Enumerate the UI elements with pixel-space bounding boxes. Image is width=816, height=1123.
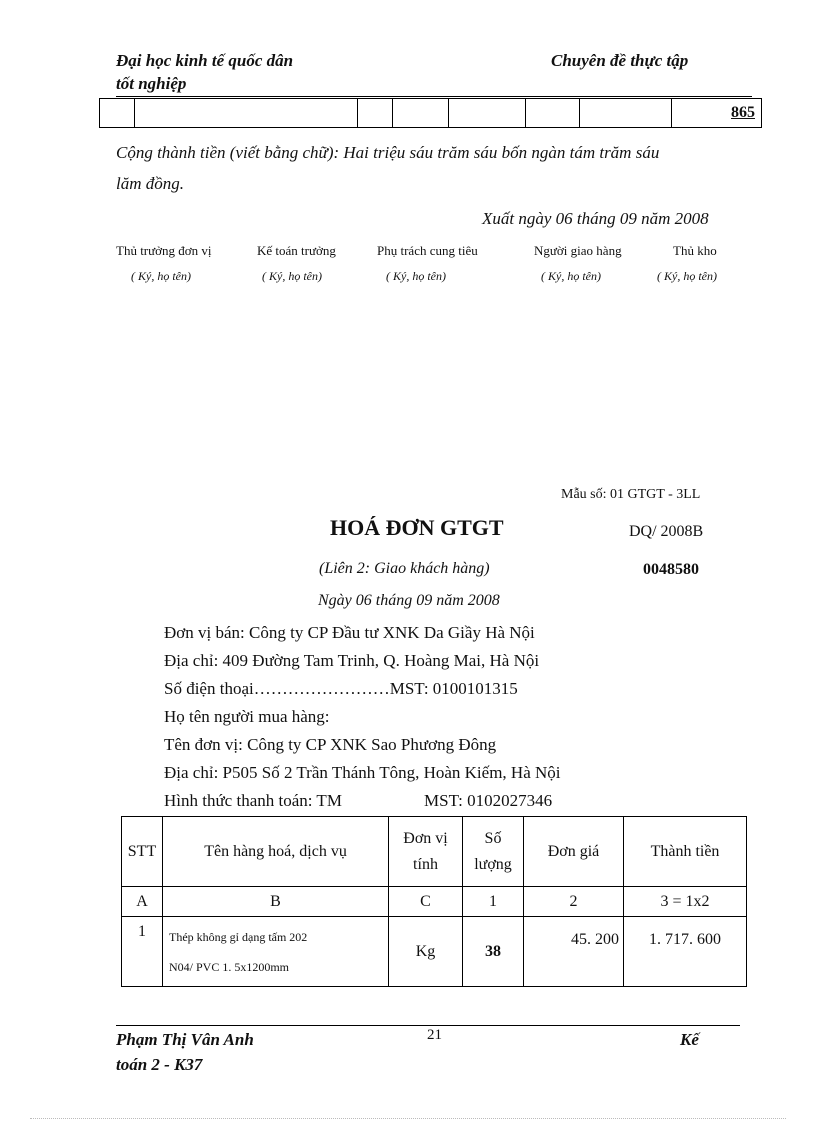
signature-title: Thủ kho	[673, 243, 717, 258]
issue-date: Xuất ngày 06 tháng 09 năm 2008	[482, 209, 709, 228]
code-cell: 2	[524, 887, 624, 917]
footer-author-cont: toán 2 - K37	[116, 1055, 203, 1074]
form-number: Mẫu số: 01 GTGT - 3LL	[561, 487, 701, 502]
code-cell: C	[389, 887, 463, 917]
footer-author: Phạm Thị Vân Anh	[116, 1030, 254, 1049]
column-header	[463, 817, 524, 887]
item-stt: 1	[122, 917, 163, 987]
footer-rule	[116, 1025, 740, 1026]
code-cell: 3 = 1x2	[624, 887, 747, 917]
table-header-row	[122, 817, 747, 887]
signature-title: Thủ trưởng đơn vị	[116, 243, 212, 258]
page-edge	[30, 1118, 786, 1119]
total-in-words: Cộng thành tiền (viết bằng chữ): Hai triệu sáu trăm sáu bốn ngàn tám trăm sáu	[116, 143, 660, 162]
column-header-line: lượng	[474, 855, 512, 873]
table-row	[122, 917, 747, 987]
item-quantity: 38	[463, 917, 524, 987]
item-amount: 1. 717. 600	[624, 917, 747, 987]
invoice-title: HOÁ ĐƠN GTGT	[330, 515, 504, 540]
column-header-line: tính	[413, 855, 438, 873]
item-price: 45. 200	[524, 917, 624, 987]
code-cell: A	[122, 887, 163, 917]
item-name-line: Thép không gỉ dạng tấm 202	[169, 929, 308, 944]
buyer-unit: Tên đơn vị: Công ty CP XNK Sao Phương Đông	[164, 735, 497, 754]
previous-table-row	[99, 98, 762, 128]
buyer-address: Địa chỉ: P505 Số 2 Trần Thánh Tông, Hoàn Kiếm, Hà Nội	[164, 763, 561, 782]
buyer-tax-code: MST: 0102027346	[424, 791, 553, 810]
column-header: Thành tiền	[624, 817, 747, 887]
seller-phone-tax: Số điện thoại……………………MST: 0100101315	[164, 679, 518, 698]
total-in-words-cont: lăm đồng.	[116, 174, 184, 193]
signature-title: Phụ trách cung tiêu	[377, 243, 478, 258]
page-number: 21	[427, 1027, 442, 1043]
signature-note: ( Ký, họ tên)	[657, 269, 717, 283]
previous-table-total: 865	[672, 99, 762, 128]
invoice-date: Ngày 06 tháng 09 năm 2008	[318, 592, 500, 609]
code-cell: B	[163, 887, 389, 917]
buyer-name: Họ tên người mua hàng:	[164, 707, 330, 726]
signature-note: ( Ký, họ tên)	[541, 269, 601, 283]
signature-note: ( Ký, họ tên)	[131, 269, 191, 283]
signature-note: ( Ký, họ tên)	[386, 269, 446, 283]
signature-note: ( Ký, họ tên)	[262, 269, 322, 283]
invoice-number: 0048580	[643, 561, 699, 578]
header-school: Đại học kinh tế quốc dân	[116, 51, 294, 70]
code-cell: 1	[463, 887, 524, 917]
item-name-line: N04/ PVC 1. 5x1200mm	[169, 959, 290, 974]
footer-right: Kế	[680, 1030, 699, 1049]
column-header	[389, 817, 463, 887]
signature-title: Kế toán trưởng	[257, 243, 336, 258]
column-header-line: Đơn vị	[403, 829, 448, 847]
column-header: Đơn giá	[524, 817, 624, 887]
signature-title: Người giao hàng	[534, 243, 622, 258]
column-header-line: Số	[484, 829, 502, 847]
invoice-copy: (Liên 2: Giao khách hàng)	[319, 560, 490, 577]
seller-name: Đơn vị bán: Công ty CP Đầu tư XNK Da Giầy Hà Nội	[164, 623, 535, 642]
item-unit: Kg	[389, 917, 463, 987]
item-name	[163, 917, 389, 987]
column-header: STT	[122, 817, 163, 887]
payment-method: Hình thức thanh toán: TM	[164, 791, 342, 810]
invoice-table	[121, 816, 747, 987]
seller-address: Địa chỉ: 409 Đường Tam Trinh, Q. Hoàng Mai, Hà Nội	[164, 651, 540, 670]
header-school-cont: tốt nghiệp	[116, 74, 187, 93]
invoice-serial: DQ/ 2008B	[629, 523, 704, 540]
header-rule	[116, 96, 752, 97]
header-topic: Chuyên đề thực tập	[551, 51, 689, 70]
table-code-row	[122, 887, 747, 917]
column-header: Tên hàng hoá, dịch vụ	[163, 817, 389, 887]
